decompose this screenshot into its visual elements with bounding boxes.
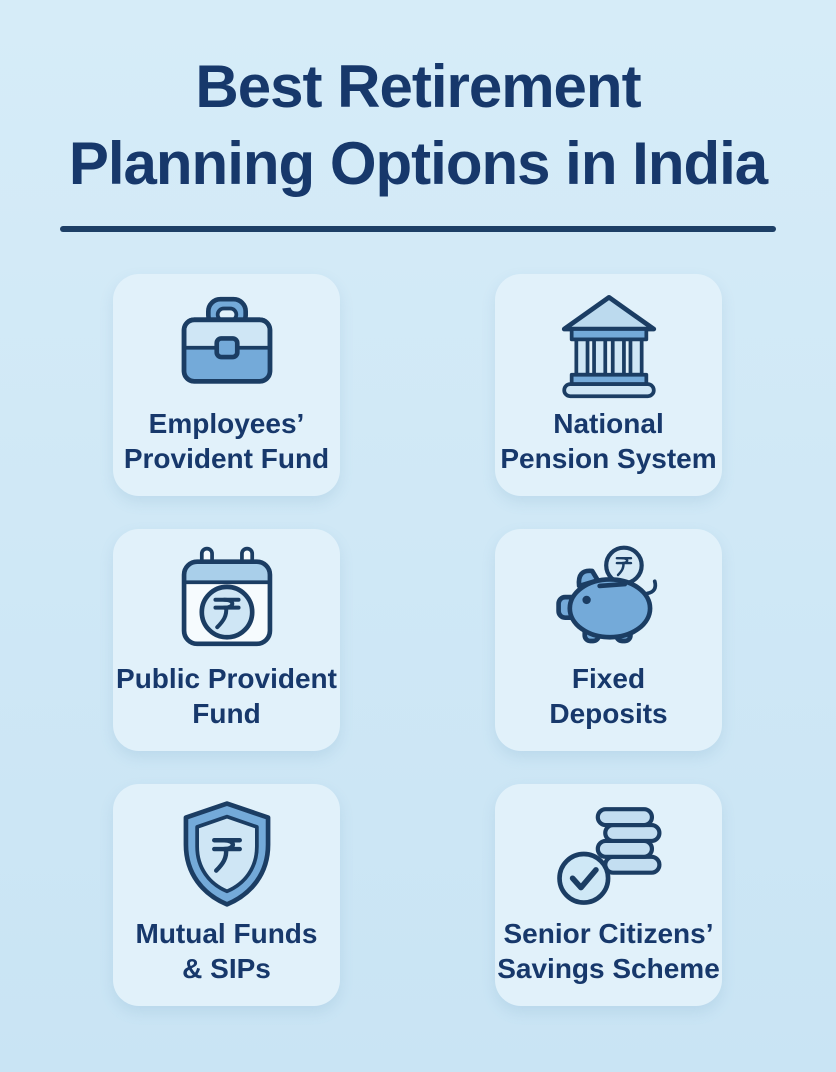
card-employees-provident-fund [113, 274, 340, 496]
infographic-page [0, 48, 836, 1072]
coins-check-icon [553, 798, 665, 910]
card-label-line2: Provident Fund [123, 443, 330, 474]
card-label-line1: Mutual Funds [135, 918, 318, 949]
card-label-line2: & SIPs [182, 953, 271, 984]
card-label [500, 406, 716, 476]
page-title-line1: Best Retirement [195, 53, 641, 120]
page-title [10, 48, 826, 202]
card-fixed-deposits [495, 529, 722, 751]
card-label-line1: Fixed [571, 663, 646, 694]
card-label-line1: Senior Citizens’ [503, 918, 714, 949]
card-national-pension-system [495, 274, 722, 496]
card-label [136, 916, 318, 986]
card-label-line1: Employees’ [148, 408, 305, 439]
card-label-line2: Fund [192, 698, 261, 729]
calendar-rupee-icon [171, 543, 283, 655]
card-mutual-funds-sips [113, 784, 340, 1006]
options-grid [0, 274, 836, 1006]
card-label-line2: Deposits [549, 698, 668, 729]
briefcase-icon [171, 288, 283, 400]
card-label-line1: National [553, 408, 664, 439]
card-label [497, 916, 720, 986]
card-label-line2: Pension System [500, 443, 717, 474]
piggy-bank-icon [553, 543, 665, 655]
card-senior-citizens-savings-scheme [495, 784, 722, 1006]
card-label-line1: Public Provident [116, 663, 337, 694]
card-label [549, 661, 667, 731]
bank-icon [553, 288, 665, 400]
shield-rupee-icon [171, 798, 283, 910]
card-label [116, 661, 337, 731]
card-label-line2: Savings Scheme [497, 953, 720, 984]
title-divider [60, 226, 776, 232]
card-public-provident-fund [113, 529, 340, 751]
card-label [124, 406, 329, 476]
page-title-line2: Planning Options in India [68, 130, 768, 197]
